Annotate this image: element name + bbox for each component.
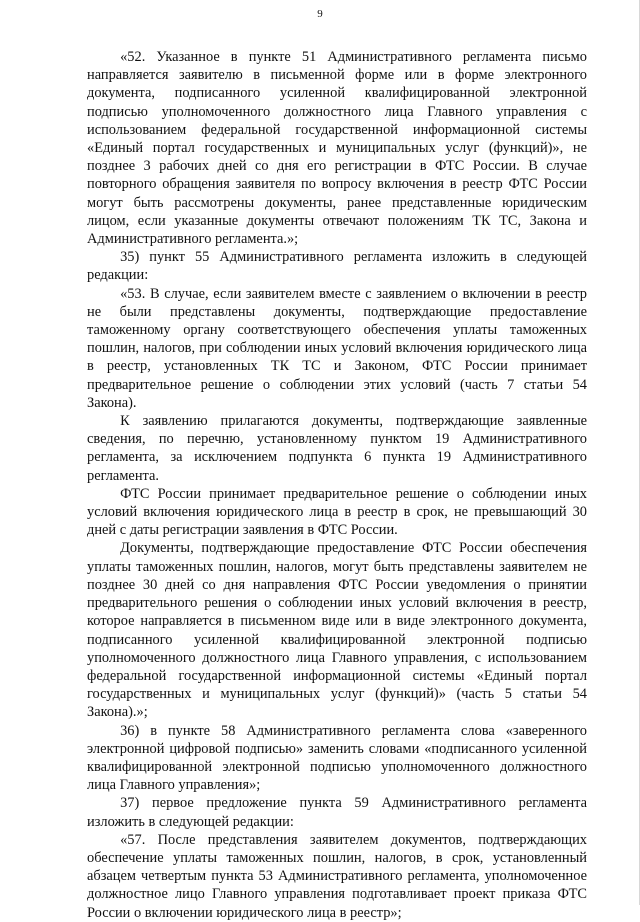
paragraph-53: «53. В случае, если заявителем вместе с заявлением о включении в реестр не были представлены документы, подтверждающие предоставление таможенному органу соответствующего обеспечения уплаты таможенных пошлин, налогов, при соблюдении иных условий включения юридического лица в реестр, установленных ТК ТС и Законом, ФТС России принимает предварительное решение о соблюдении этих условий (часть 7 статьи 54 Закона). bbox=[87, 285, 587, 411]
paragraph-item-37: 37) первое предложение пункта 59 Административного регламента изложить в следующей редакции: bbox=[87, 795, 587, 830]
paragraph-attachments: К заявлению прилагаются документы, подтверждающие заявленные сведения, по перечню, установленному пунктом 19 Административного регламента, за исключением подпункта 6 пункта 19 Административного регламента. bbox=[87, 413, 587, 484]
paragraph-item-36: 36) в пункте 58 Административного регламента слова «заверенного электронной цифровой подписью» заменить словами «подписанного усиленной квалифицированной электронной подписью уполномоченного должностного лица Главного управления»; bbox=[87, 722, 587, 794]
page-number: 9 bbox=[317, 8, 323, 20]
paragraph-57: «57. После представления заявителем документов, подтверждающих обеспечение уплаты таможенных пошлин, налогов, в срок, установленный абзацем четвертым пункта 53 Административного регламента, уполномоченное должностное лицо Главного управления подготавливает проект приказа ФТС России о включении юридического лица в реестр»; bbox=[87, 831, 587, 921]
paragraph-decision-term: ФТС России принимает предварительное решение о соблюдении иных условий включения юридического лица в реестр в срок, не превышающий 30 дней с даты регистрации заявления в ФТС России. bbox=[87, 485, 587, 539]
paragraph-documents-deadline: Документы, подтверждающие предоставление ФТС России обеспечения уплаты таможенных пошлин, налогов, могут быть представлены заявителем не позднее 30 дней со дня направления ФТС России уведомления о принятии предварительного решения о соблюдении иных условий включения в реестр, которое направляется в письменном виде или в виде электронного документа, подписанного усиленной квалифицированной электронной подписью уполномоченного должностного лица Главного управления, с использованием федеральной государственной информационной системы «Единый портал государственных и муниципальных услуг (функций)» (часть 5 статьи 54 Закона).»; bbox=[87, 540, 587, 721]
paragraph-52: «52. Указанное в пункте 51 Административного регламента письмо направляется заявителю в письменной форме или в форме электронного документа, подписанного усиленной квалифицированной электронной подписью уполномоченного должностного лица Главного управления с использованием федеральной государственной информационной системы «Единый портал государственных и муниципальных услуг (функций)», не позднее 3 рабочих дней со дня его регистрации в ФТС России. В случае повторного обращения заявителя по вопросу включения в реестр ФТС России могут быть рассмотрены документы, ранее представленные юридическим лицом, если указанные документы отвечают положениям ТК ТС, Закона и Административного регламента.»; bbox=[87, 49, 587, 248]
document-body bbox=[87, 48, 587, 922]
paragraph-item-35: 35) пункт 55 Административного регламента изложить в следующей редакции: bbox=[87, 249, 587, 284]
